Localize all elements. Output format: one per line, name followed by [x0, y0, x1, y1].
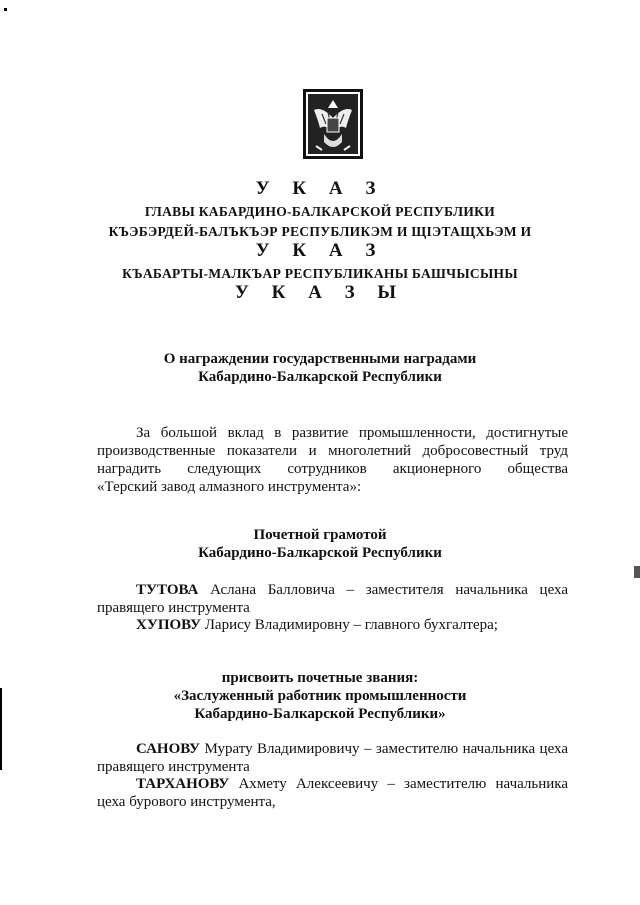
section2-person2-text: Ахмету Алексеевичу – заместителю начальника	[229, 776, 568, 792]
section1-heading-2: Кабардино-Балкарской Республики	[198, 545, 442, 561]
header-line-2: КЪЭБЭРДЕЙ-БАЛЪКЪЭР РЕСПУБЛИКЭМ И ЩIЭТАЩХЬЭМ И	[108, 224, 532, 239]
intro-line-4: «Терский завод алмазного инструмента»:	[97, 479, 362, 495]
section1-person2-line	[136, 616, 568, 634]
scan-edge-mark-right	[634, 566, 640, 578]
document-title-line-2: Кабардино-Балкарской Республики	[198, 369, 442, 385]
section1-person2-text: Ларису Владимировну – главного бухгалтера;	[200, 617, 498, 633]
section1-person1-cont: правящего инструмента	[97, 600, 250, 616]
section2-heading-2: «Заслуженный работник промышленности	[173, 688, 467, 704]
section2-heading-1: присвоить почетные звания:	[221, 670, 419, 686]
scan-speck	[4, 8, 7, 11]
section1-person1-surname: ТУТОВА	[136, 582, 199, 598]
section2-person1-line	[136, 740, 568, 758]
header-line-3: КЪАБАРТЫ-МАЛКЪАР РЕСПУБЛИКАНЫ БАШЧЫСЫНЫ	[122, 266, 518, 281]
section2-person1-text: Мурату Владимировичу – заместителю начальника цеха	[200, 741, 568, 757]
section2-heading-3: Кабардино-Балкарской Республики»	[194, 706, 446, 722]
ukaz-title-bal: У К А З Ы	[234, 282, 406, 303]
section1-person1-line	[136, 581, 568, 599]
section2-person1-cont: правящего инструмента	[97, 759, 250, 775]
intro-line-3: наградить следующих сотрудников акционерного общества	[97, 461, 568, 477]
intro-line-2: производственные показатели и многолетний добросовестный труд	[97, 443, 568, 459]
section2-person2-surname: ТАРХАНОВУ	[136, 776, 230, 792]
section2-person2-cont: цеха бурового инструмента,	[97, 794, 276, 810]
coat-of-arms-emblem	[302, 88, 364, 160]
scan-edge-mark	[0, 688, 2, 770]
header-line-1: ГЛАВЫ КАБАРДИНО-БАЛКАРСКОЙ РЕСПУБЛИКИ	[144, 204, 496, 219]
ukaz-title-kab: У К А З	[255, 240, 385, 261]
section2-person1-surname: САНОВУ	[136, 741, 201, 757]
intro-line-1: За большой вклад в развитие промышленности, достигнутые	[136, 425, 568, 441]
document-title-line-1: О награждении государственными наградами	[163, 351, 477, 367]
ukaz-title-ru: У К А З	[255, 178, 385, 199]
section1-person2-surname: ХУПОВУ	[136, 617, 201, 633]
section1-heading-1: Почетной грамотой	[253, 527, 387, 543]
section1-person1-text: Аслана Балловича – заместителя начальника цеха	[198, 582, 568, 598]
section2-person2-line	[136, 775, 568, 793]
